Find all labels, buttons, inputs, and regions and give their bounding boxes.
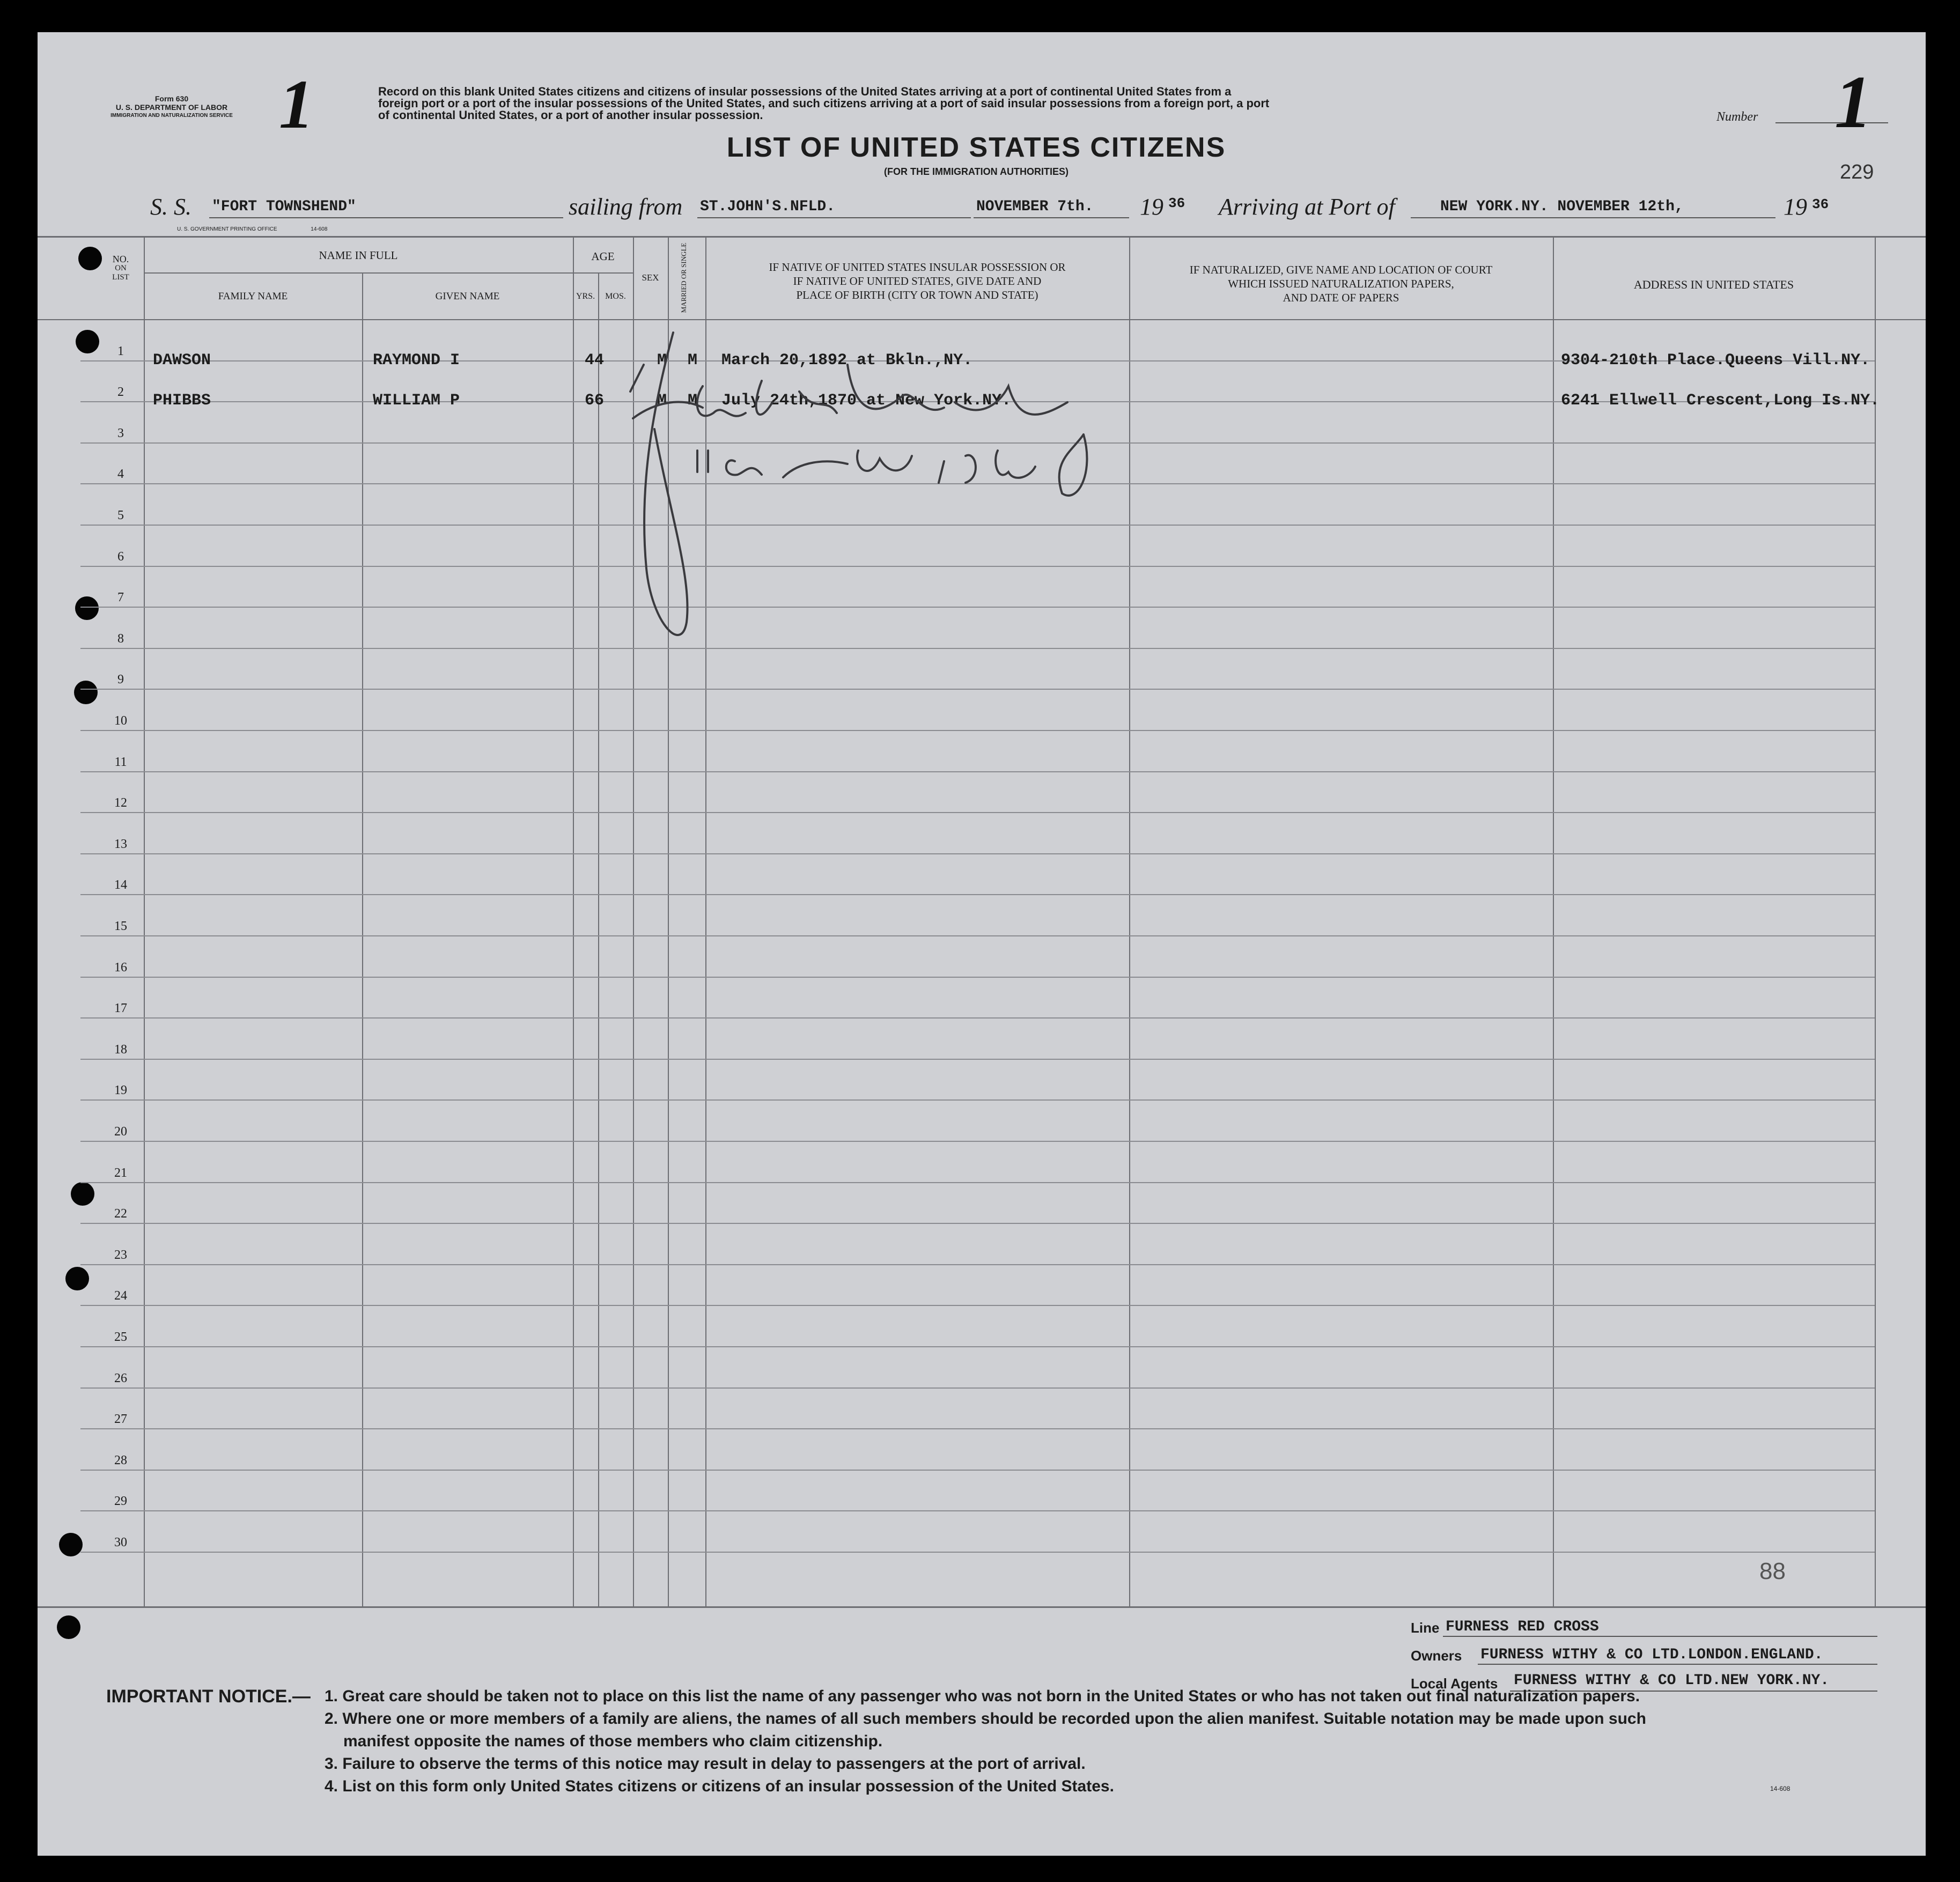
year-prefix-2: 19 — [1784, 194, 1807, 220]
col-divider — [362, 272, 363, 1606]
row-number: 18 — [114, 1043, 127, 1057]
col-given-name: GIVEN NAME — [435, 291, 500, 302]
sheet-mark: 1 — [279, 66, 314, 143]
line-value: FURNESS RED CROSS — [1446, 1619, 1599, 1635]
row-number: 14 — [114, 878, 127, 892]
col-divider — [144, 236, 145, 1606]
agents-label: Local Agents — [1411, 1676, 1498, 1692]
row-rule — [80, 1510, 1875, 1511]
sail-date: NOVEMBER 7th. — [976, 198, 1094, 215]
col-married-single: MARRIED OR SINGLE — [680, 242, 688, 313]
service: IMMIGRATION AND NATURALIZATION SERVICE — [110, 113, 233, 119]
row-number: 16 — [114, 961, 127, 975]
birth-place-date-cell: July 24th,1870 at New York.NY. — [721, 392, 1012, 410]
row-number: 13 — [114, 837, 127, 851]
row-number: 1 — [117, 344, 124, 358]
row-number: 23 — [114, 1248, 127, 1262]
row-rule — [80, 977, 1875, 978]
printer-code: 14-608 — [311, 226, 328, 232]
binder-hole — [59, 1533, 83, 1556]
row-number: 30 — [114, 1536, 127, 1549]
row-number: 3 — [117, 426, 124, 440]
naturalized-line: WHICH ISSUED NATURALIZATION PAPERS, — [1228, 277, 1454, 290]
row-number: 2 — [117, 385, 124, 399]
col-naturalized — [1129, 263, 1553, 305]
col-no-on-list — [99, 255, 142, 282]
binder-hole — [74, 681, 98, 704]
row-rule — [80, 1182, 1875, 1183]
row-rule — [80, 1387, 1875, 1389]
col-family-name: FAMILY NAME — [218, 291, 288, 302]
age-years-cell: 44 — [585, 351, 605, 370]
naturalized-line: AND DATE OF PAPERS — [1283, 291, 1399, 304]
binder-hole — [71, 1182, 94, 1206]
row-number: 28 — [114, 1453, 127, 1467]
form-id-block — [80, 94, 263, 120]
agents-value: FURNESS WITHY & CO LTD.NEW YORK.NY. — [1514, 1672, 1830, 1689]
row-number: 4 — [117, 467, 124, 481]
row-number: 10 — [114, 714, 127, 728]
notice-title: IMPORTANT NOTICE.— — [106, 1686, 311, 1707]
notice-3: 3. Failure to observe the terms of this notice may result in delay to passengers at the port of arrival. — [325, 1755, 1086, 1773]
notice-2-cont: manifest opposite the names of those members who claim citizenship. — [343, 1732, 883, 1750]
page-title: LIST OF UNITED STATES CITIZENS — [726, 132, 1226, 163]
arrival-underline — [1411, 217, 1775, 218]
row-rule — [80, 853, 1875, 854]
instruction-line: Record on this blank United States citizens and citizens of insular possessions of the United States arriving at a port of continental United States from a — [378, 85, 1232, 98]
instruction-line: of continental United States, or a port of another insular possession. — [378, 108, 763, 122]
row-number: 20 — [114, 1125, 127, 1139]
line-underline — [1443, 1636, 1877, 1637]
printer-note — [177, 226, 327, 232]
owners-underline — [1478, 1664, 1877, 1665]
native-line: PLACE OF BIRTH (CITY OR TOWN AND STATE) — [796, 289, 1038, 301]
col-sex: SEX — [642, 272, 659, 283]
sail-date-underline — [974, 217, 1129, 218]
row-rule — [80, 1346, 1875, 1347]
ss-label: S. S. — [150, 194, 191, 220]
on-label: ON — [115, 264, 127, 272]
notice-4: 4. List on this form only United States citizens or citizens of an insular possession of the United States. — [325, 1777, 1114, 1795]
native-line: IF NATIVE OF UNITED STATES, GIVE DATE AND — [793, 275, 1042, 287]
table-top-border — [38, 236, 1926, 238]
owners-label: Owners — [1411, 1648, 1462, 1664]
col-divider — [1875, 236, 1876, 1606]
row-rule — [80, 1059, 1875, 1060]
year-prefix: 19 — [1140, 194, 1163, 220]
department: U. S. DEPARTMENT OF LABOR — [115, 103, 228, 112]
printer-office: U. S. GOVERNMENT PRINTING OFFICE — [177, 226, 277, 232]
row-rule — [80, 1017, 1875, 1019]
row-number: 6 — [117, 550, 124, 564]
row-rule — [80, 1552, 1875, 1553]
name-subheader-line — [144, 272, 573, 274]
sail-year: 36 — [1168, 195, 1185, 211]
address-cell: 9304-210th Place.Queens Vill.NY. — [1561, 351, 1870, 370]
col-mos: MOS. — [605, 292, 626, 301]
naturalized-line: IF NATURALIZED, GIVE NAME AND LOCATION OF COURT — [1189, 263, 1493, 276]
age-subheader-line — [573, 272, 633, 274]
binder-hole — [75, 596, 99, 620]
ship-underline — [209, 217, 563, 218]
row-rule — [80, 1470, 1875, 1471]
from-port: ST.JOHN'S.NFLD. — [700, 198, 836, 215]
given-name-cell: WILLIAM P — [373, 392, 460, 410]
list-label: LIST — [112, 273, 129, 282]
binder-hole — [57, 1615, 80, 1639]
manifest-page — [38, 32, 1926, 1856]
col-divider — [598, 272, 599, 1606]
row-rule — [80, 894, 1875, 895]
row-rule — [80, 771, 1875, 772]
row-rule — [80, 935, 1875, 936]
binder-hole — [78, 247, 102, 270]
page-subtitle: (FOR THE IMMIGRATION AUTHORITIES) — [884, 166, 1069, 177]
col-native — [705, 260, 1129, 302]
official-signature — [622, 322, 1105, 665]
annotation-88: 88 — [1759, 1558, 1786, 1584]
sailing-label: sailing from — [569, 194, 683, 220]
row-number: 17 — [114, 1001, 127, 1015]
page-number: 229 — [1840, 161, 1874, 183]
row-number: 12 — [114, 796, 127, 810]
row-rule — [80, 1099, 1875, 1101]
row-number: 9 — [117, 673, 124, 687]
marital-status-cell: M — [688, 392, 698, 410]
marital-status-cell: M — [688, 351, 698, 370]
arrival-year: 36 — [1812, 196, 1829, 212]
row-rule — [80, 1264, 1875, 1265]
row-rule — [80, 1141, 1875, 1142]
row-number: 26 — [114, 1371, 127, 1385]
birth-place-date-cell: March 20,1892 at Bkln.,NY. — [721, 351, 973, 370]
row-rule — [80, 1223, 1875, 1224]
family-name-cell: DAWSON — [153, 351, 211, 370]
col-divider — [1553, 236, 1554, 1606]
row-number: 7 — [117, 591, 124, 604]
notice-1: 1. Great care should be taken not to place on this list the name of any passenger who was not born in the United States or who has not taken out final naturalization papers. — [325, 1687, 1640, 1705]
row-number: 29 — [114, 1494, 127, 1508]
address-cell: 6241 Ellwell Crescent,Long Is.NY. — [1561, 392, 1880, 410]
row-number: 15 — [114, 919, 127, 933]
binder-hole — [76, 330, 99, 353]
binder-hole — [65, 1267, 89, 1290]
row-rule — [80, 730, 1875, 731]
row-number: 27 — [114, 1412, 127, 1426]
form-code: 14-608 — [1770, 1785, 1790, 1792]
col-address: ADDRESS IN UNITED STATES — [1633, 278, 1794, 291]
instruction-text — [378, 86, 1269, 121]
row-number: 24 — [114, 1289, 127, 1303]
header-bottom-border — [38, 319, 1926, 320]
row-number: 11 — [114, 755, 127, 769]
arriving-label: Arriving at Port of — [1219, 194, 1395, 220]
no-label: NO. — [112, 254, 129, 264]
col-yrs: YRS. — [576, 292, 595, 301]
owners-value: FURNESS WITHY & CO LTD.LONDON.ENGLAND. — [1480, 1647, 1823, 1663]
instruction-line: foreign port or a port of the insular possessions of the United States, and such citizens arriving at a port of said insular possessions from a foreign port, a port — [378, 97, 1270, 110]
ship-name: "FORT TOWNSHEND" — [212, 198, 356, 215]
sex-cell: M — [657, 392, 667, 410]
notice-2: 2. Where one or more members of a family are aliens, the names of all such members should be recorded upon the alien manifest. Suitable notation may be made upon such — [325, 1710, 1646, 1728]
row-rule — [80, 689, 1875, 690]
col-name-in-full: NAME IN FULL — [319, 249, 398, 262]
from-port-underline — [697, 217, 971, 218]
row-number: 19 — [114, 1083, 127, 1097]
sex-cell: M — [657, 351, 667, 370]
age-years-cell: 66 — [585, 392, 605, 410]
row-number: 22 — [114, 1207, 127, 1221]
row-rule — [80, 812, 1875, 813]
number-value: 1 — [1834, 61, 1872, 144]
row-number: 5 — [117, 508, 124, 522]
row-rule — [80, 1305, 1875, 1306]
arrival-port-date: NEW YORK.NY. NOVEMBER 12th, — [1440, 198, 1684, 215]
row-number: 8 — [117, 632, 124, 646]
col-divider — [573, 236, 574, 1606]
table-bottom-border — [38, 1606, 1926, 1608]
line-label: Line — [1411, 1620, 1440, 1636]
row-number: 25 — [114, 1330, 127, 1344]
col-age: AGE — [591, 250, 615, 263]
col-divider — [1129, 236, 1130, 1606]
number-label: Number — [1716, 110, 1758, 124]
native-line: IF NATIVE OF UNITED STATES INSULAR POSSESSION OR — [769, 261, 1066, 274]
row-rule — [80, 1428, 1875, 1429]
given-name-cell: RAYMOND I — [373, 351, 460, 370]
row-number: 21 — [114, 1166, 127, 1180]
form-number: Form 630 — [154, 94, 189, 103]
family-name-cell: PHIBBS — [153, 392, 211, 410]
